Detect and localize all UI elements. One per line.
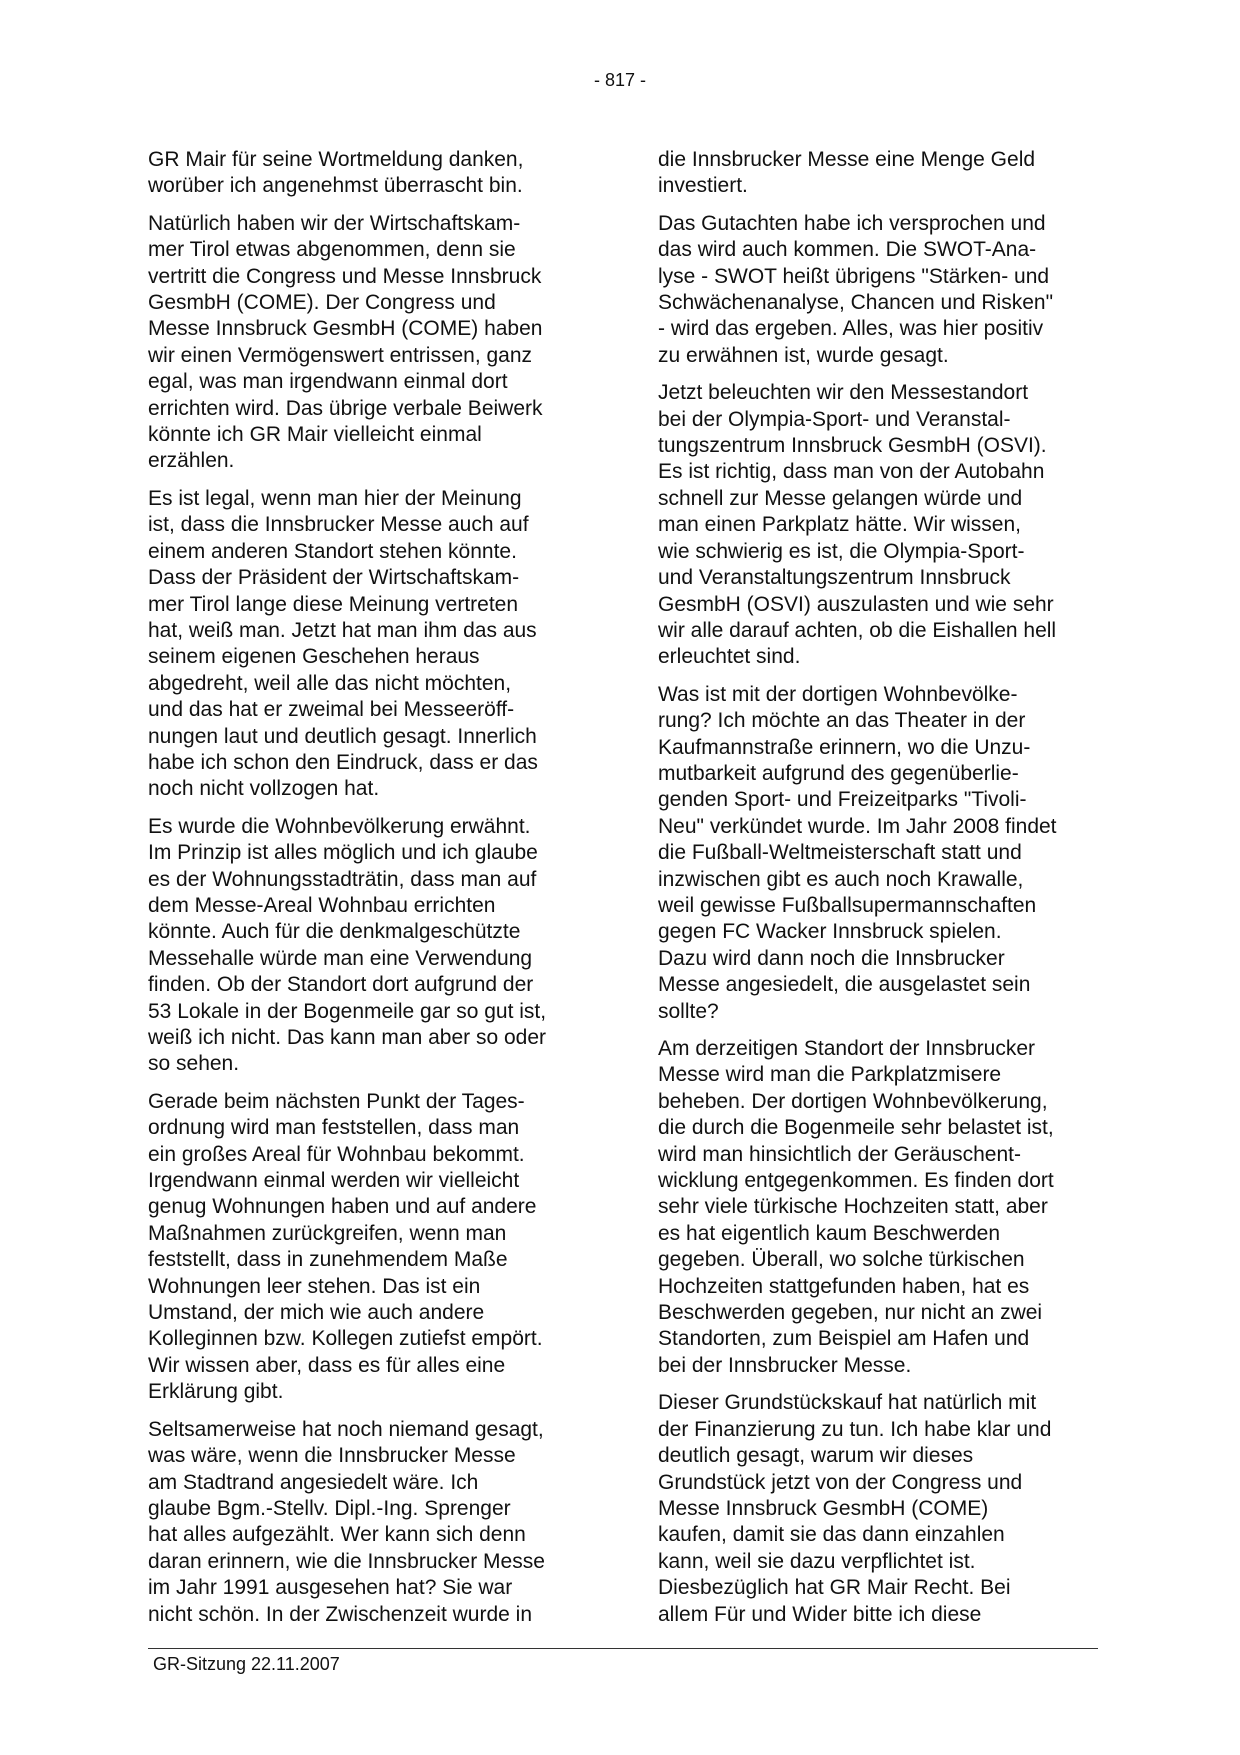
text-line: Dieser Grundstückskauf hat natürlich mit xyxy=(658,1391,1037,1415)
text-line: Natürlich haben wir der Wirtschaftskam- xyxy=(148,211,521,235)
text-line: Dazu wird dann noch die Innsbrucker xyxy=(658,946,1005,970)
text-line: die Innsbrucker Messe eine Menge Geld xyxy=(658,148,1036,171)
paragraph xyxy=(658,1036,1098,1379)
text-line: und Veranstaltungszentrum Innsbruck xyxy=(658,566,1011,590)
text-line: Erklärung gibt. xyxy=(148,1380,284,1404)
text-line: hat, weiß man. Jetzt hat man ihm das aus xyxy=(148,618,537,642)
text-line: schnell zur Messe gelangen würde und xyxy=(658,486,1023,510)
text-line: gegeben. Überall, wo solche türkischen xyxy=(658,1248,1025,1272)
text-line: die Fußball-Weltmeisterschaft statt und xyxy=(658,841,1022,865)
text-line: bei der Olympia-Sport- und Veranstal- xyxy=(658,407,1011,431)
paragraph xyxy=(148,211,603,475)
text-line: wir einen Vermögenswert entrissen, ganz xyxy=(148,343,533,367)
text-line: und das hat er zweimal bei Messeeröff- xyxy=(148,698,515,722)
text-line: Das Gutachten habe ich versprochen und xyxy=(658,211,1046,235)
text-line: abgedreht, weil alle das nicht möchten, xyxy=(148,671,512,695)
text-line: egal, was man irgendwann einmal dort xyxy=(148,370,508,394)
text-line: wicklung entgegenkommen. Es finden dort xyxy=(658,1169,1054,1193)
text-line: sollte? xyxy=(658,999,719,1023)
text-line: Irgendwann einmal werden wir vielleicht xyxy=(148,1169,520,1193)
text-line: Es ist legal, wenn man hier der Meinung xyxy=(148,486,522,510)
text-line: Was ist mit der dortigen Wohnbevölke- xyxy=(658,682,1018,706)
text-line: errichten wird. Das übrige verbale Beiwerk xyxy=(148,396,543,420)
text-line: - wird das ergeben. Alles, was hier positiv xyxy=(658,317,1044,341)
text-line: allem Für und Wider bitte ich diese xyxy=(658,1602,982,1626)
text-line: wir alle darauf achten, ob die Eishallen hell xyxy=(658,618,1057,642)
text-line: Diesbezüglich hat GR Mair Recht. Bei xyxy=(658,1576,1011,1600)
paragraph xyxy=(148,814,603,1078)
text-line: einem anderen Standort stehen könnte. xyxy=(148,539,517,563)
text-line: noch nicht vollzogen hat. xyxy=(148,777,380,801)
text-line: Gerade beim nächsten Punkt der Tages- xyxy=(148,1089,525,1113)
paragraph xyxy=(148,147,603,200)
text-line: es hat eigentlich kaum Beschwerden xyxy=(658,1221,1001,1245)
text-line: ordnung wird man feststellen, dass man xyxy=(148,1116,520,1140)
text-line: GesmbH (OSVI) auszulasten und wie sehr xyxy=(658,592,1054,616)
text-line: Grundstück jetzt von der Congress und xyxy=(658,1470,1023,1494)
text-line: wird man hinsichtlich der Geräuschent- xyxy=(658,1142,1021,1166)
text-line: GR Mair für seine Wortmeldung danken, xyxy=(148,148,524,171)
text-line: vertritt die Congress und Messe Innsbruck xyxy=(148,264,542,288)
text-line: weiß ich nicht. Das kann man aber so oder xyxy=(148,1026,547,1049)
text-line: genden Sport- und Freizeitparks "Tivoli- xyxy=(658,788,1027,812)
text-line: nungen laut und deutlich gesagt. Innerlich xyxy=(148,724,537,748)
text-line: Am derzeitigen Standort der Innsbrucker xyxy=(658,1037,1036,1060)
text-line: Kaufmannstraße erinnern, wo die Unzu- xyxy=(658,735,1031,759)
text-line: Maßnahmen zurückgreifen, wenn man xyxy=(148,1221,507,1245)
text-line: Messe wird man die Parkplatzmisere xyxy=(658,1063,1002,1087)
text-line: erzählen. xyxy=(148,449,235,473)
text-line: hat alles aufgezählt. Wer kann sich denn xyxy=(148,1523,526,1547)
footer-divider xyxy=(148,1648,1098,1649)
text-line: wie schwierig es ist, die Olympia-Sport- xyxy=(658,539,1025,563)
text-line: tungszentrum Innsbruck GesmbH (OSVI). xyxy=(658,434,1047,458)
text-line: rung? Ich möchte an das Theater in der xyxy=(658,709,1026,733)
text-line: zu erwähnen ist, wurde gesagt. xyxy=(658,343,949,367)
text-line: sehr viele türkische Hochzeiten statt, aber xyxy=(658,1195,1048,1219)
paragraph xyxy=(658,1390,1098,1628)
text-line: mer Tirol lange diese Meinung vertreten xyxy=(148,592,519,616)
text-line: im Jahr 1991 ausgesehen hat? Sie war xyxy=(148,1576,513,1600)
text-line: habe ich schon den Eindruck, dass er das xyxy=(148,750,538,774)
paragraph xyxy=(148,1417,603,1628)
text-line: Es ist richtig, dass man von der Autobahn xyxy=(658,460,1045,484)
text-line: beheben. Der dortigen Wohnbevölkerung, xyxy=(658,1089,1048,1113)
text-line: ein großes Areal für Wohnbau bekommt. xyxy=(148,1142,525,1166)
text-line: könnte. Auch für die denkmalgeschützte xyxy=(148,920,521,944)
text-line: Jetzt beleuchten wir den Messestandort xyxy=(658,381,1029,405)
paragraph xyxy=(658,147,1098,200)
text-line: weil gewisse Fußballsupermannschaften xyxy=(658,893,1037,917)
text-line: Umstand, der mich wie auch andere xyxy=(148,1301,485,1325)
text-line: die durch die Bogenmeile sehr belastet ist, xyxy=(658,1116,1054,1140)
text-line: feststellt, dass in zunehmendem Maße xyxy=(148,1248,508,1272)
text-line: am Stadtrand angesiedelt wäre. Ich xyxy=(148,1470,479,1494)
text-line: Neu" verkündet wurde. Im Jahr 2008 findet xyxy=(658,814,1057,838)
text-line: Schwächenanalyse, Chancen und Risken" xyxy=(658,291,1054,315)
text-line: daran erinnern, wie die Innsbrucker Messe xyxy=(148,1549,545,1573)
text-line: inzwischen gibt es auch noch Krawalle, xyxy=(658,867,1024,891)
text-column-left xyxy=(148,147,603,1639)
text-line: Es wurde die Wohnbevölkerung erwähnt. xyxy=(148,814,531,838)
text-line: ist, dass die Innsbrucker Messe auch auf xyxy=(148,513,529,537)
text-line: das wird auch kommen. Die SWOT-Ana- xyxy=(658,238,1037,262)
text-line: mer Tirol etwas abgenommen, denn sie xyxy=(148,238,516,262)
text-line: Messe angesiedelt, die ausgelastet sein xyxy=(658,973,1031,997)
text-line: Messe Innsbruck GesmbH (COME) xyxy=(658,1496,989,1520)
text-line: Messehalle würde man eine Verwendung xyxy=(148,946,533,970)
text-line: deutlich gesagt, warum wir dieses xyxy=(658,1444,974,1468)
text-line: bei der Innsbrucker Messe. xyxy=(658,1353,912,1377)
text-line: GesmbH (COME). Der Congress und xyxy=(148,291,496,315)
paragraph xyxy=(658,380,1098,670)
text-line: es der Wohnungsstadträtin, dass man auf xyxy=(148,867,537,891)
text-line: Standorten, zum Beispiel am Hafen und xyxy=(658,1327,1030,1351)
text-line: man einen Parkplatz hätte. Wir wissen, xyxy=(658,513,1021,537)
paragraph xyxy=(658,682,1098,1025)
text-line: Messe Innsbruck GesmbH (COME) haben xyxy=(148,317,543,341)
paragraph xyxy=(148,486,603,803)
text-line: genug Wohnungen haben und auf andere xyxy=(148,1195,537,1219)
text-line: seinem eigenen Geschehen heraus xyxy=(148,645,480,669)
text-line: kann, weil sie dazu verpflichtet ist. xyxy=(658,1549,976,1573)
text-line: so sehen. xyxy=(148,1052,240,1076)
text-line: der Finanzierung zu tun. Ich habe klar und xyxy=(658,1417,1052,1441)
text-line: Kolleginnen bzw. Kollegen zutiefst empört. xyxy=(148,1327,543,1351)
text-line: erleuchtet sind. xyxy=(658,645,801,669)
text-line: gegen FC Wacker Innsbruck spielen. xyxy=(658,920,1002,944)
paragraph xyxy=(148,1089,603,1406)
text-line: mutbarkeit aufgrund des gegenüberlie- xyxy=(658,761,1019,785)
text-line: kaufen, damit sie das dann einzahlen xyxy=(658,1523,1005,1547)
paragraph xyxy=(658,211,1098,369)
text-line: 53 Lokale in der Bogenmeile gar so gut ist, xyxy=(148,999,547,1023)
text-line: Wir wissen aber, dass es für alles eine xyxy=(148,1353,506,1377)
text-line: glaube Bgm.-Stellv. Dipl.-Ing. Sprenger xyxy=(148,1496,511,1520)
text-line: Im Prinzip ist alles möglich und ich glaube xyxy=(148,841,538,865)
text-line: Seltsamerweise hat noch niemand gesagt, xyxy=(148,1417,544,1441)
text-line: könnte ich GR Mair vielleicht einmal xyxy=(148,423,482,447)
text-line: worüber ich angenehmst überrascht bin. xyxy=(148,174,523,198)
text-line: Wohnungen leer stehen. Das ist ein xyxy=(148,1274,481,1298)
text-column-right xyxy=(658,147,1098,1639)
text-line: nicht schön. In der Zwischenzeit wurde in xyxy=(148,1602,533,1626)
text-line: Beschwerden gegeben, nur nicht an zwei xyxy=(658,1301,1043,1325)
text-line: investiert. xyxy=(658,174,748,198)
text-line: Hochzeiten stattgefunden haben, hat es xyxy=(658,1274,1030,1298)
text-line: dem Messe-Areal Wohnbau errichten xyxy=(148,893,496,917)
footer-session-date: GR-Sitzung 22.11.2007 xyxy=(153,1654,340,1674)
text-line: Dass der Präsident der Wirtschaftskam- xyxy=(148,566,520,590)
text-line: finden. Ob der Standort dort aufgrund der xyxy=(148,973,534,997)
page-number: - 817 - xyxy=(593,70,647,90)
text-line: was wäre, wenn die Innsbrucker Messe xyxy=(148,1444,516,1468)
text-line: lyse - SWOT heißt übrigens "Stärken- und xyxy=(658,264,1050,288)
